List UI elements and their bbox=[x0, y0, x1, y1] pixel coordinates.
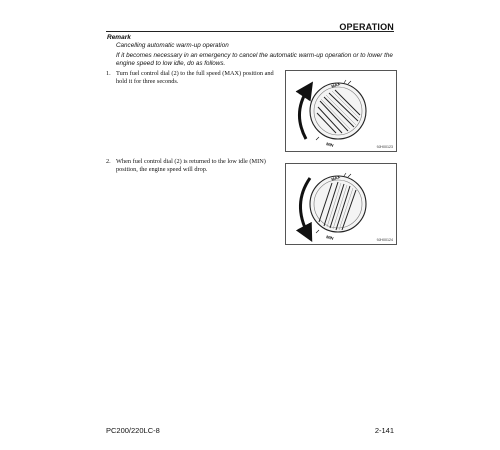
step-text: Turn fuel control dial (2) to the full speed (MAX) position and hold it for three seconds. bbox=[116, 70, 274, 85]
figure-dial-min bbox=[285, 163, 397, 245]
step-1 bbox=[106, 70, 276, 90]
figure-code: 9JH00124 bbox=[376, 238, 393, 242]
step-text: When fuel control dial (2) is returned to the low idle (MIN) position, the engine speed will drop. bbox=[116, 158, 266, 173]
step-number: 2. bbox=[106, 158, 111, 165]
figure-code: 9JH00123 bbox=[376, 145, 393, 149]
rotation-arrow-icon bbox=[299, 89, 308, 139]
fuel-dial-illustration bbox=[286, 164, 396, 244]
dial-max-label: MAX bbox=[330, 81, 341, 89]
section-header: OPERATION bbox=[339, 22, 394, 32]
remark-subtitle: Cancelling automatic warm-up operation bbox=[116, 42, 229, 49]
step-number: 1. bbox=[106, 70, 111, 77]
footer-page-number: 2-141 bbox=[374, 426, 394, 435]
dial-max-label: MAX bbox=[330, 174, 341, 182]
rotation-arrow-icon bbox=[300, 178, 310, 234]
remark-body: If it becomes necessary in an emergency to cancel the automatic warm-up operation or to lower the engine speed to low idle, do as follows. bbox=[116, 52, 393, 67]
dial-min-label: MIN bbox=[325, 234, 335, 241]
figure-dial-max bbox=[285, 70, 397, 152]
fuel-dial-illustration bbox=[286, 71, 396, 151]
dial-min-label: MIN bbox=[325, 141, 335, 148]
footer-model: PC200/220LC-8 bbox=[106, 426, 160, 435]
step-2 bbox=[106, 158, 276, 178]
remark-title: Remark bbox=[107, 34, 131, 41]
header-rule bbox=[106, 31, 394, 32]
